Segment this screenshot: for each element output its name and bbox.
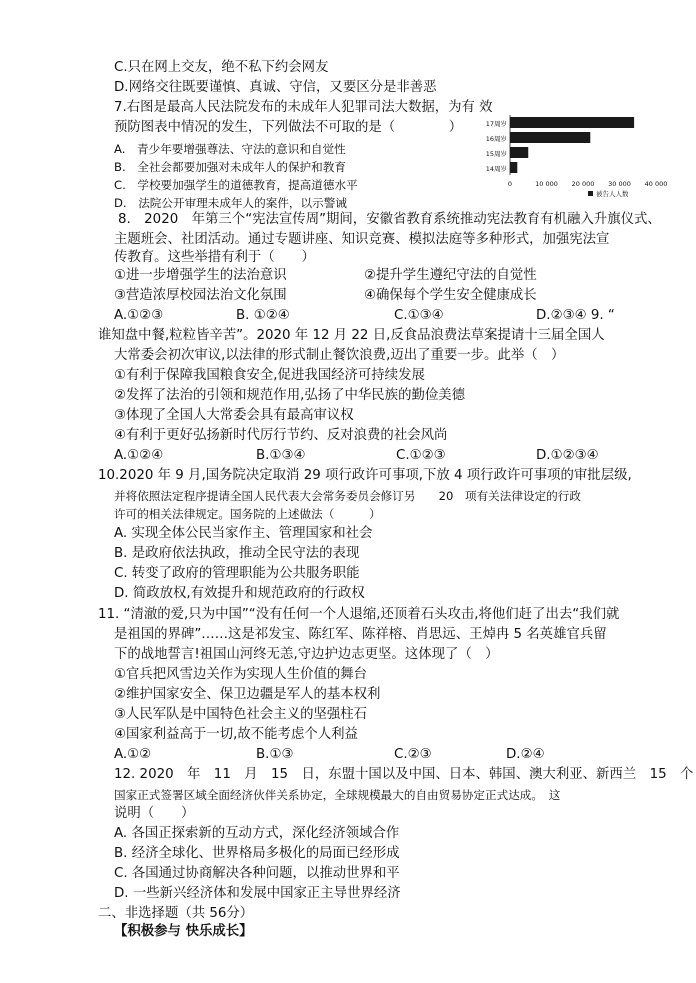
q12-option-b: B. 经济全球化、世界格局多极化的局面已经形成 bbox=[114, 846, 400, 861]
q12-stem: 12. 2020 年 11 月 15 日，东盟十国以及中国、日本、韩国、澳大利亚、新西兰 15 个 bbox=[114, 767, 694, 782]
chart-bar bbox=[510, 132, 590, 143]
q8-option-d: D.②③④ 9. “ bbox=[536, 308, 615, 323]
q8-option-b: B. ①②④ bbox=[236, 308, 290, 323]
q7-option-b: B. 全社会都要加强对未成年人的保护和教育 bbox=[114, 160, 346, 174]
chart-tick-label: 30 000 bbox=[608, 180, 631, 188]
q6-option-d: D.网络交往既要谨慎、真诚、守信，又要区分是非善恶 bbox=[114, 80, 437, 95]
q11-option-d: D.②④ bbox=[506, 747, 545, 762]
section-heading: 二、非选择题（共 56分） bbox=[98, 906, 254, 921]
chart-category-label: 15周岁 bbox=[485, 150, 507, 158]
q12-stem-cont: 国家正式签署区域全面经济伙伴关系协定，全球规模最大的自由贸易协定正式达成。 这 bbox=[114, 788, 561, 802]
q12-option-d: D. 一些新兴经济体和发展中国家正主导世界经济 bbox=[114, 886, 401, 901]
q8-stem: 8. 2020 年第三个“宪法宣传周”期间，安徽省教育系统推动宪法教育有机融入升旗仪式、 bbox=[118, 212, 661, 227]
chart-bar bbox=[510, 162, 517, 173]
juvenile-crime-bar-chart bbox=[468, 112, 668, 212]
q6-option-c: C.只在网上交友，绝不私下约会网友 bbox=[114, 60, 329, 75]
q7-stem: 7.右图是最高人民法院发布的未成年人犯罪司法大数据，为有 效 bbox=[114, 100, 493, 115]
chart-tick-label: 20 000 bbox=[571, 180, 595, 188]
q7-option-d: D. 法院公开审理未成年人的案件，以示警诫 bbox=[114, 196, 347, 210]
q12-option-c: C. 各国通过协商解决各种问题，以推动世界和平 bbox=[114, 866, 400, 881]
q10-option-c: C. 转变了政府的管理职能为公共服务职能 bbox=[114, 566, 360, 581]
chart-tick-label: 0 bbox=[507, 180, 513, 188]
chart-legend-swatch bbox=[588, 191, 593, 196]
q8-statement-4: ④确保每个学生安全健康成长 bbox=[364, 288, 537, 303]
q11-option-b: B.①③ bbox=[256, 747, 294, 762]
chart-tick-label: 10 000 bbox=[535, 180, 558, 188]
q10-stem: 10.2020 年 9 月,国务院决定取消 29 项行政许可事项,下放 4 项行政许可事项的审批层级, bbox=[98, 468, 632, 483]
q8-stem-cont: 主题班会、社团活动。通过专题讲座、知识竞赛、模拟法庭等多种形式，加强宪法宣 bbox=[114, 232, 610, 247]
q8-stem-end: 传教育。这些举措有利于（ ） bbox=[114, 250, 315, 265]
q9-statement-4: ④有利于更好弘扬新时代厉行节约、反对浪费的社会风尚 bbox=[114, 428, 448, 443]
q7-option-c: C. 学校要加强学生的道德教育，提高道德水平 bbox=[114, 178, 358, 192]
q9-option-b: B.①③④ bbox=[256, 448, 306, 463]
q11-statement-1: ①官兵把风雪边关作为实现人生价值的舞台 bbox=[114, 667, 368, 682]
q9-stem: 谁知盘中餐,粒粒皆辛苦”。2020 年 12 月 22 日,反食品浪费法草案提请十三届全国人 bbox=[98, 328, 605, 343]
q7-stem-cont: 预防图表中情况的发生，下列做法不可取的是（ ） bbox=[114, 120, 463, 135]
q9-statement-2: ②发挥了法治的引领和规范作用,弘扬了中华民族的勤俭美德 bbox=[114, 388, 466, 403]
q10-option-a: A. 实现全体公民当家作主、管理国家和社会 bbox=[114, 526, 373, 541]
q11-statement-2: ②维护国家安全、保卫边疆是军人的基本权利 bbox=[114, 687, 381, 702]
chart-tick-label: 40 000 bbox=[644, 180, 668, 188]
q11-stem-end: 下的战地誓言!祖国山河终无恙,守边护边志更坚。这体现了（ ） bbox=[114, 647, 499, 662]
q11-statement-3: ③人民军队是中国特色社会主义的坚强柱石 bbox=[114, 707, 368, 722]
q8-statement-1: ①进一步增强学生的法治意识 bbox=[114, 268, 287, 283]
chart-category-label: 14周岁 bbox=[485, 165, 507, 173]
q8-option-a: A.①②③ bbox=[114, 308, 164, 323]
q10-option-d: D. 简政放权,有效提升和规范政府的行政权 bbox=[114, 586, 365, 601]
q10-stem-end: 许可的相关法律规定。国务院的上述做法（ ） bbox=[114, 507, 381, 521]
chart-legend-label: 被告人人数 bbox=[596, 190, 629, 198]
q11-stem-cont: 是祖国的界碑”……这是祁发宝、陈红军、陈祥榕、肖思远、王焯冉 5 名英雄官兵留 bbox=[114, 627, 607, 642]
q8-statement-2: ②提升学生遵纪守法的自觉性 bbox=[364, 268, 537, 283]
q11-option-a: A.①② bbox=[114, 747, 152, 762]
q9-option-d: D.①②③④ bbox=[536, 448, 599, 463]
chart-category-label: 16周岁 bbox=[485, 135, 507, 143]
chart-bar bbox=[510, 147, 528, 158]
q8-statement-3: ③营造浓厚校园法治文化氛围 bbox=[114, 288, 287, 303]
q10-option-b: B. 是政府依法执政，推动全民守法的表现 bbox=[114, 546, 360, 561]
q11-statement-4: ④国家利益高于一切,故不能考虑个人利益 bbox=[114, 727, 358, 742]
q9-option-a: A.①②④ bbox=[114, 448, 164, 463]
q9-statement-1: ①有利于保障我国粮食安全,促进我国经济可持续发展 bbox=[114, 368, 425, 383]
q10-stem-cont: 并将依照法定程序提请全国人民代表大会常务委员会修订另 20 项有关法律设定的行政 bbox=[114, 489, 581, 503]
chart-bar bbox=[510, 117, 634, 128]
q11-option-c: C.②③ bbox=[394, 747, 432, 762]
q8-option-c: C.①③④ bbox=[394, 308, 444, 323]
section-subheading: 【积极参与 快乐成长】 bbox=[114, 924, 253, 939]
q12-option-a: A. 各国正探索新的互动方式，深化经济领域合作 bbox=[114, 826, 400, 841]
q9-statement-3: ③体现了全国人大常委会具有最高审议权 bbox=[114, 408, 354, 423]
q9-option-c: C.①②③ bbox=[396, 448, 446, 463]
q12-stem-end: 说明（ ） bbox=[114, 806, 195, 821]
q7-option-a: A. 青少年要增强尊法、守法的意识和自觉性 bbox=[114, 142, 346, 156]
chart-category-label: 17周岁 bbox=[485, 120, 507, 128]
q11-stem: 11. “清澈的爱,只为中国”“没有任何一个人退缩,还顶着石头攻击,将他们赶了出去“我们就 bbox=[98, 607, 620, 622]
q9-stem-cont: 大常委会初次审议,以法律的形式制止餐饮浪费,迈出了重要一步。此举（ ） bbox=[114, 348, 565, 363]
